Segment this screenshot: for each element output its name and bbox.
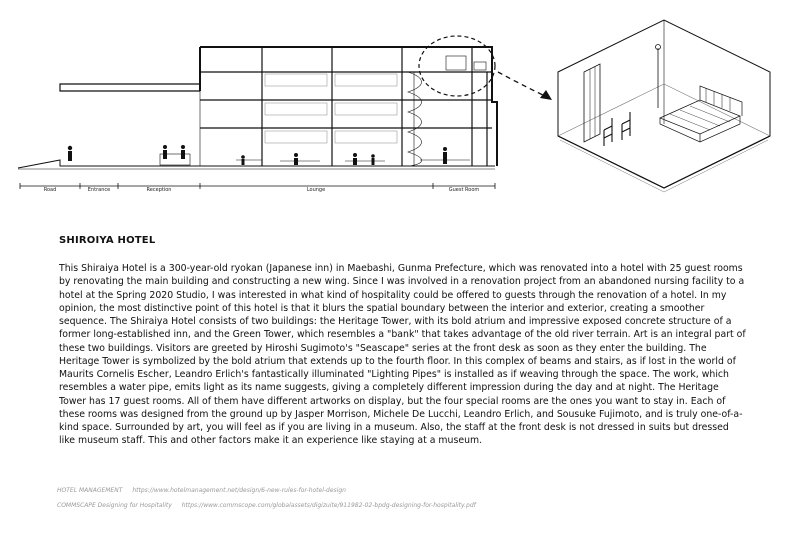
reference-url-link[interactable]: https://www.hotelmanagement.net/design/6-new-rules-for-hotel-design bbox=[132, 487, 346, 494]
reference-url-link[interactable]: https://www.commscope.com/globalassets/digizuite/911982-02-bpdg-designing-for-hospitality.pdf bbox=[181, 502, 476, 509]
architectural-drawings bbox=[0, 0, 794, 205]
reference-item bbox=[57, 502, 484, 509]
building-section-drawing bbox=[18, 36, 552, 189]
guest-room-axonometric bbox=[558, 20, 770, 192]
zone-label-reception: Reception bbox=[146, 187, 172, 193]
reference-item bbox=[57, 487, 354, 494]
body-paragraph: This Shiraiya Hotel is a 300-year-old ryokan (Japanese inn) in Maebashi, Gunma Prefecture, which was renovated into a hotel with 25 guest rooms by renovating the main building and constructing a new wing. Since I was involved in a renovation project from an abandoned nursing facility to a hotel at the Spring 2020 Studio, I was interested in what kind of hospitality could be offered to guests through the renovation of a hotel. In my opinion, the most distinctive point of this hotel is that it blurs the spatial boundary between the interior and exterior, creating a smoother sequence. The Shiraiya Hotel consists of two buildings: the Heritage Tower, with its bold atrium and impressive exposed concrete structure of a former long-established inn, and the Green Tower, which resembles a "bank" that takes advantage of the old river terrain. Art is an integral part of these two buildings. Visitors are greeted by Hiroshi Sugimoto's "Seascape" series at the front desk as soon as they enter the building. The Heritage Tower is symbolized by the bold atrium that extends up to the fourth floor. In this complex of beams and stairs, as if lost in the world of Maurits Cornelis Escher, Leandro Erlich's fantastically illuminated "Lighting Pipes" is installed as if weaving through the space. The work, which resembles a water pipe, emits light as its name suggests, giving a completely different impression during the day and at night. The Heritage Tower has 17 guest rooms. All of them have different artworks on display, but the four special rooms are the ones you want to stay in. Each of these rooms was designed from the ground up by Jasper Morrison, Michele De Lucchi, Leandro Erlich, and Sousuke Fujimoto, and is truly one-of-a-kind space. Surrounded by art, you will feel as if you are living in a museum. Also, the staff at the front desk is not dressed in suits but dressed like museum staff. This and other factors make it an experience like staying at a museum. bbox=[59, 263, 746, 447]
reference-source-name: COMMSCAPE Designing for Hospitality bbox=[57, 502, 172, 509]
zone-label-guest-room: Guest Room bbox=[448, 187, 480, 193]
zone-label-road: Road bbox=[43, 187, 57, 193]
zone-label-lounge: Lounge bbox=[306, 187, 326, 193]
reference-source-name: HOTEL MANAGEMENT bbox=[57, 487, 123, 494]
zone-label-entrance: Entrance bbox=[87, 187, 111, 193]
page-title: SHIROIYA HOTEL bbox=[59, 235, 156, 246]
